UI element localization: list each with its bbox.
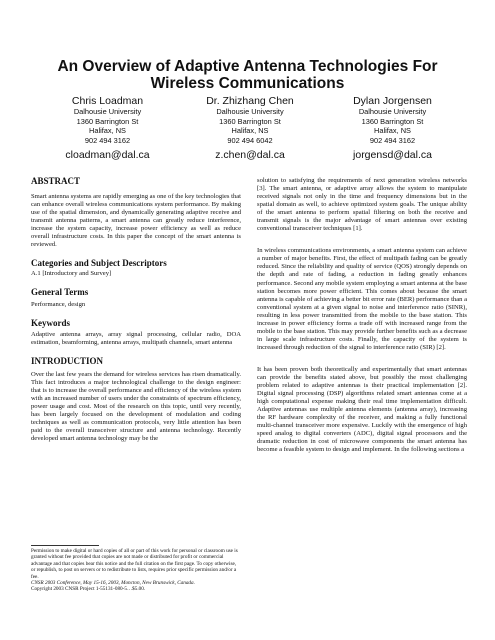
terms-text: Performance, design	[31, 300, 86, 308]
author-2	[183, 95, 318, 162]
author-email[interactable]: cloadman@dal.ca	[65, 149, 150, 162]
intro-text: Over the last few years the demand for wireless services has risen dramatically. This fact introduces a major technological challenge to the design engineer: that is to increase the overall performance and efficiency of the wireless system with an increased number of users under the constraints of spectrum efficiency, power usage and cost. Most of the research on this topic, until very recently, has been largely focused on the development of modulation and coding techniques as well as communication protocols, very little attention has been paid to the overall transceiver structure and antenna technology. Recently developed smart antenna technology may be the	[31, 370, 241, 443]
permission-text: Permission to make digital or hard copies of all or part of this work for personal or classroom use is granted without fee provided that copies are not made or distributed for profit or commercial advantage and that copies bear this notice and the full citation on the first page. To copy otherwise, or republish, to post on servers or to redistribute to lists, requires prior specific permission and/or a fee.	[31, 548, 238, 580]
abstract-text: Smart antenna systems are rapidly emerging as one of the key technologies that can enhance overall wireless communications system performance. By making use of the spatial dimension, and dynamically generating adaptive receive and transmit antenna patterns, a smart antenna can greatly reduce interference, increase the system capacity, increase power efficiency as well as reduce overall infrastructure costs. In this paper the concept of the smart antenna is reviewed.	[31, 193, 241, 249]
copyright-text: Copyright 2003 CNSR Project 1-55131-080-5…$5.00.	[31, 586, 146, 593]
author-name: Chris Loadman	[71, 95, 144, 107]
author-email[interactable]: z.chen@dal.ca	[215, 149, 285, 162]
author-city: Halifax, NS	[89, 126, 126, 136]
keywords-text: Adaptive antenna arrays, array signal processing, cellular radio, DOA estimation, beamforming, antenna arrays, multipath channels, smart antenna	[31, 330, 241, 346]
author-affiliation: Dalhousie University	[216, 107, 284, 116]
right-column	[257, 177, 467, 460]
author-name: Dr. Zhizhang Chen	[206, 95, 294, 107]
author-block	[40, 95, 460, 162]
conference-text: CNSR 2003 Conference, May 15-16, 2003, Moncton, New Brunswick, Canada.	[31, 580, 195, 587]
author-affiliation: Dalhousie University	[73, 107, 142, 116]
categories-heading: Categories and Subject Descriptors	[31, 258, 167, 269]
author-phone: 902 494 3162	[84, 135, 131, 145]
author-phone: 902 494 3162	[369, 135, 416, 145]
right-paragraph-2: In wireless communications environments, a smart antenna system can achieve a number of major benefits. First, the effect of multipath fading can be greatly reduced. Since the reliability and quality of service (QOS) strongly depends on the depth and rate of fading, a reduction in fading greatly enhances performance. Second any mobile system employing a smart antenna at the base station becomes more power efficient. This comes about because the smart antenna is capable of achieving a better bit error rate (BER) performance than a conventional system at a given signal to noise and interference ratio (SINR), resulting in less power transmitted from the mobile to the base station. This increase in power efficiency forms a trade off with increased range from the mobile to the base station. This may provide further benefits such as a decrease in large scale infrastructure costs. Finally, the capacity of the system is increased through reduction of the signal to interference ratio (SIR) [2].	[257, 247, 467, 351]
intro-heading: INTRODUCTION	[31, 355, 104, 366]
right-paragraph-1: solution to satisfying the requirements of next generation wireless networks [3]. The smart antenna, or adaptive array allows the system to manipulate received signals not only in the time and frequency dimensions but in the spatial domain as well, to achieve optimized system goals. The unique ability of the smart antenna to perform spatial filtering on both the receive and transmit signals is the major advantage of smart antennas over existing conventional transceiver techniques [1].	[257, 177, 467, 233]
title-line-1: An Overview of Adaptive Antenna Technologies For	[57, 58, 438, 75]
permission-block	[31, 545, 241, 593]
author-city: Halifax, NS	[374, 126, 411, 136]
author-address: 1360 Barrington St	[76, 116, 139, 126]
author-1	[40, 95, 175, 162]
author-email[interactable]: jorgensd@dal.ca	[353, 149, 432, 162]
right-paragraph-3: It has been proven both theoretically and experimentally that smart antennas can provide the benefits stated above, but possibly the most challenging problem related to adaptive antennas is their practical implementation [2]. Digital signal processing (DSP) algorithms related smart antennas come at a high computational expense making their real time implementation difficult. Adaptive antennas use multiple antenna elements (antenna array), increasing the RF hardware complexity of the receiver, and making a fully functional multi-channel transceiver more expensive. Luckily with the emergence of high speed analog to digital converters (ADC), digital signal processors and the dramatic reduction in cost of microwave components the smart antenna has become a feasible system to design and implement. In the following sections a	[257, 365, 467, 454]
author-affiliation: Dalhousie University	[358, 107, 427, 116]
author-name: Dylan Jorgensen	[353, 95, 432, 107]
author-3	[325, 95, 460, 162]
terms-heading: General Terms	[31, 287, 89, 298]
categories-text: A.1 [Introductory and Survey]	[31, 270, 112, 278]
footnote-divider	[31, 545, 99, 546]
abstract-heading: ABSTRACT	[31, 176, 81, 186]
left-column	[31, 177, 241, 449]
author-city: Halifax, NS	[231, 126, 269, 136]
paper-title	[0, 58, 495, 92]
author-address: 1360 Barrington St	[219, 116, 281, 126]
author-address: 1360 Barrington St	[361, 116, 424, 126]
keywords-heading: Keywords	[31, 317, 70, 328]
author-phone: 902 494 6042	[227, 135, 273, 145]
title-line-2: Wireless Communications	[150, 75, 345, 92]
